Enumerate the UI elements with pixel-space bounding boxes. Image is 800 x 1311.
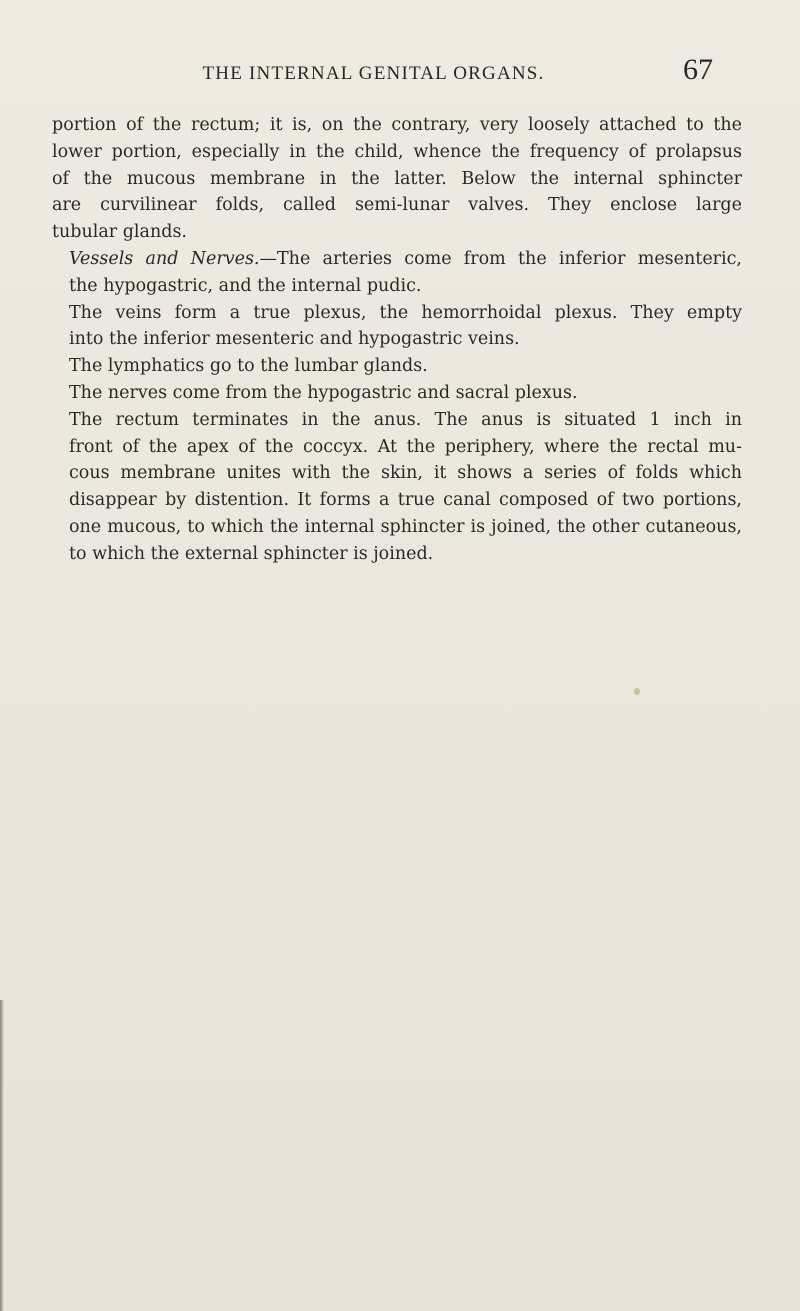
page-number: 67 [683,53,713,86]
text-line: into the inferior mesenteric and hypogastric veins. [69,329,520,350]
paragraph-rectum-anus [52,407,742,568]
text-line: front of the apex of the coccyx. At the periphery, where the rectal mu- [69,436,742,457]
text-line: cous membrane unites with the skin, it shows a series of folds which [69,463,742,484]
text-line: are curvilinear folds, called semi-lunar valves. They enclose large [52,195,742,216]
text-line: The rectum terminates in the anus. The anus is situated 1 inch in [69,409,742,430]
section-heading: Vessels and Nerves. [69,248,260,269]
text-line: The lymphatics go to the lumbar glands. [69,356,428,377]
text-line: tubular glands. [52,222,187,243]
text-line: portion of the rectum; it is, on the contrary, very loosely attached to the [52,115,742,135]
text-line: to which the external sphincter is joined. [69,543,434,564]
paragraph-vessels-and-nerves [52,246,742,300]
text-line: The veins form a true plexus, the hemorrhoidal plexus. They empty [69,302,742,323]
paragraph-lymphatics [52,353,742,380]
text-line: of the mucous membrane in the latter. Below the internal sphincter [52,168,742,189]
text-line: lower portion, especially in the child, whence the frequency of prolapsus [52,141,742,162]
page-binding-edge [0,1000,4,1311]
paper-speck [634,688,640,695]
paragraph-rectum-attachment [52,112,742,246]
paragraph-nerves [52,380,742,407]
text-line: The nerves come from the hypogastric and sacral plexus. [69,382,578,403]
text-line-rest: —The arteries come from the inferior mesenteric, [259,248,742,269]
text-line: one mucous, to which the internal sphincter is joined, the other cutaneous, [69,516,742,537]
body-text [52,112,742,568]
text-line: the hypogastric, and the internal pudic. [69,275,422,296]
running-head: THE INTERNAL GENITAL ORGANS. [202,63,545,84]
paragraph-veins [52,300,742,354]
text-line [52,246,742,273]
text-line: disappear by distention. It forms a true canal composed of two portions, [69,490,742,511]
